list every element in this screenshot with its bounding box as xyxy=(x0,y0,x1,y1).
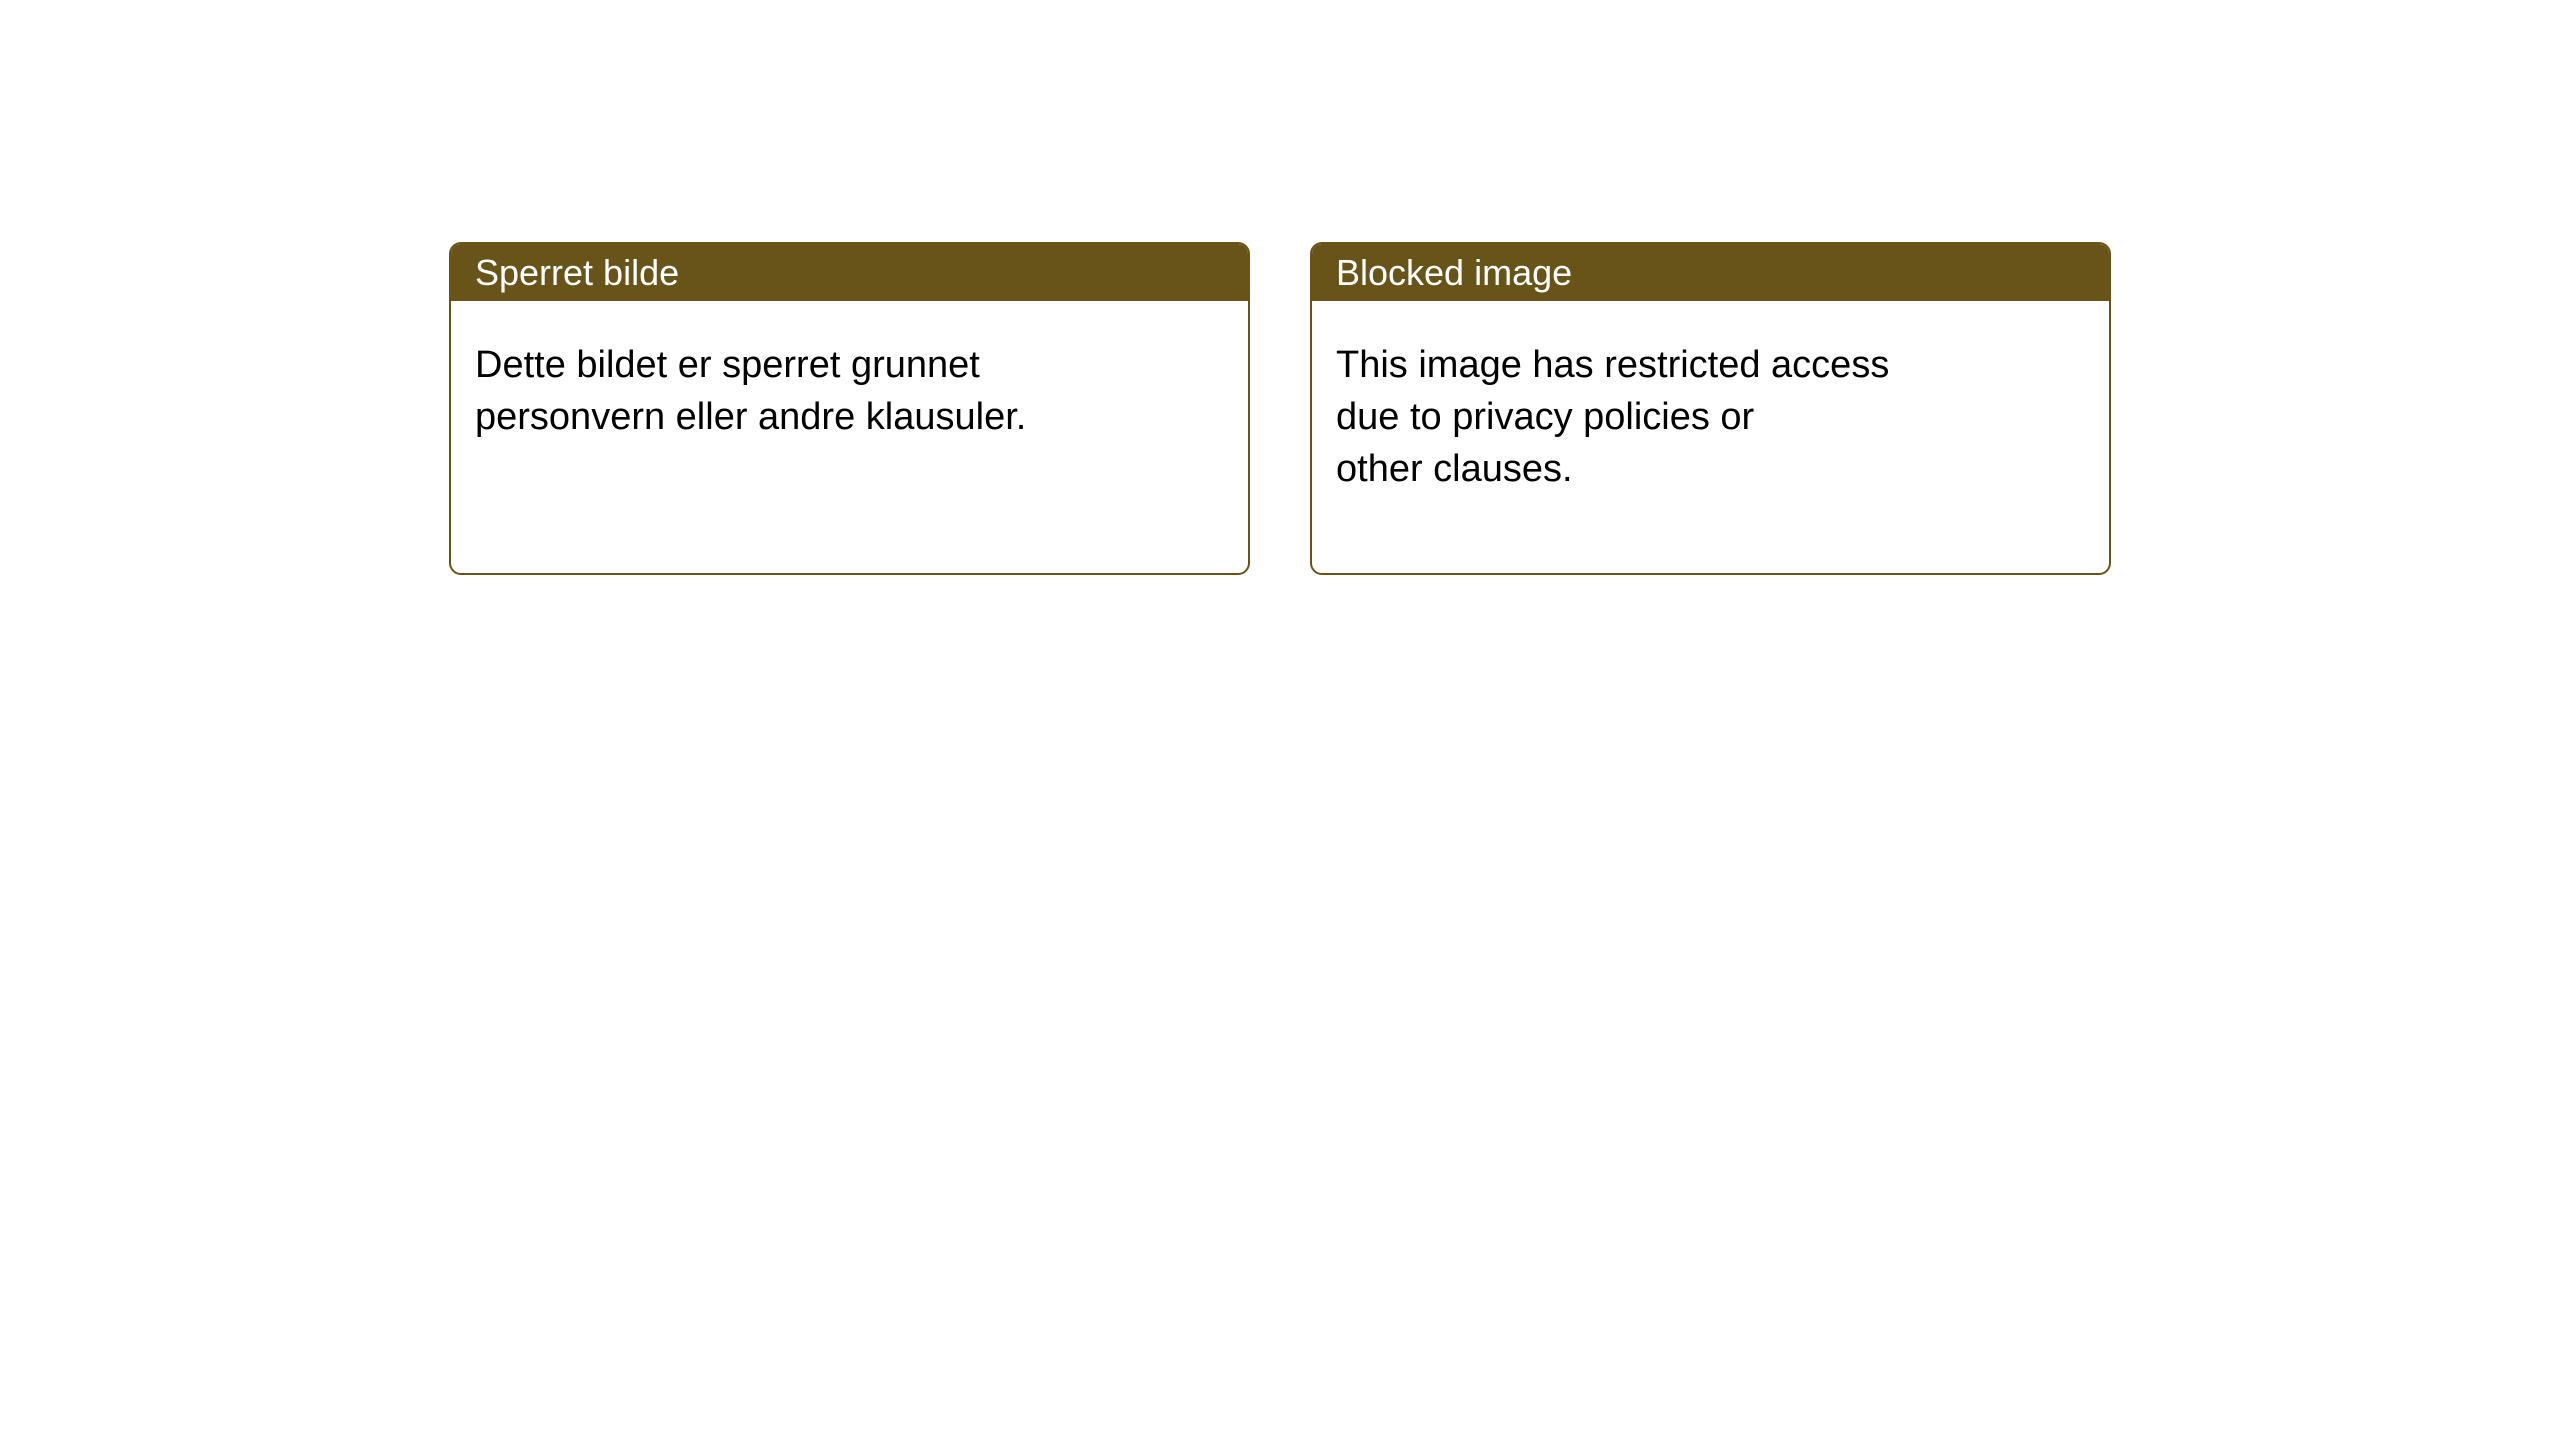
notice-body-line: Dette bildet er sperret grunnet xyxy=(475,344,980,386)
notice-body-line: personvern eller andre klausuler. xyxy=(475,396,1027,438)
notice-body xyxy=(451,301,1248,443)
notice-header xyxy=(451,244,1248,301)
notice-body-line: due to privacy policies or xyxy=(1336,396,1755,438)
notice-body-line: other clauses. xyxy=(1336,448,1573,490)
blocked-image-notice-english xyxy=(1310,242,2111,575)
notice-body-line: This image has restricted access xyxy=(1336,344,1890,386)
notice-title: Blocked image xyxy=(1336,251,1573,293)
notice-title: Sperret bilde xyxy=(475,251,680,293)
notice-header xyxy=(1312,244,2109,301)
blocked-image-notice-norwegian xyxy=(449,242,1250,575)
notice-body xyxy=(1312,301,2109,495)
